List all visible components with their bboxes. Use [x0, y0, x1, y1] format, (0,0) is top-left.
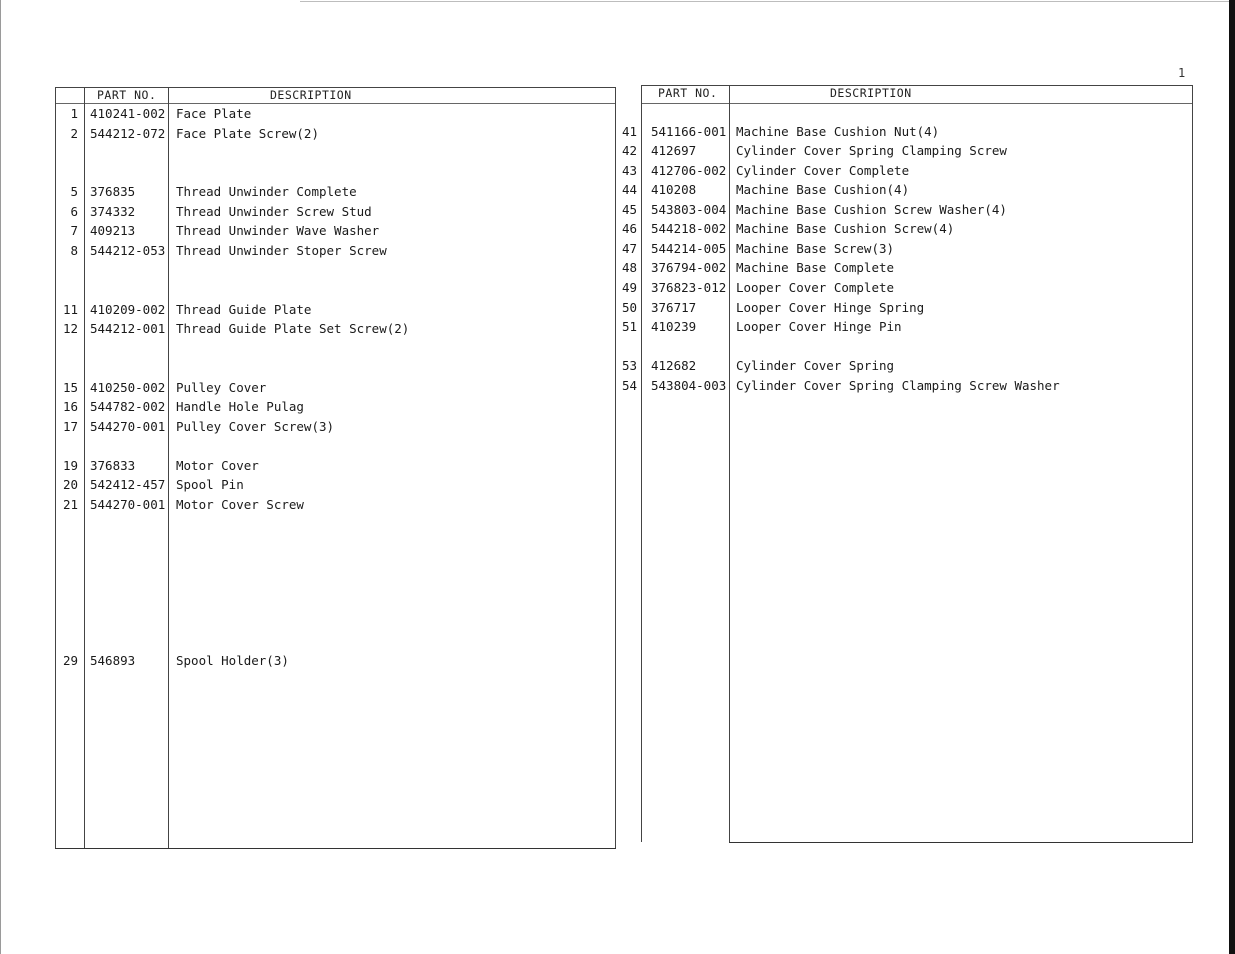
part-description: Motor Cover Screw [176, 497, 304, 512]
item-number: 15 [62, 379, 78, 395]
page-number: 1 [1178, 66, 1186, 80]
part-description: Spool Holder(3) [176, 653, 289, 669]
part-description: Cylinder Cover Spring Clamping Screw Washer [736, 377, 1060, 393]
part-description: Machine Base Screw(3) [736, 240, 895, 256]
part-number: 542412-457 [90, 477, 166, 493]
item-number: 5 [70, 184, 78, 200]
part-number: 412706-002 [651, 162, 727, 178]
part-number: 544270-001 [90, 497, 166, 512]
part-description: Thread Unwinder Wave Washer [176, 223, 380, 239]
part-description: Thread Unwinder Complete [176, 184, 357, 200]
right-header-description: DESCRIPTION [830, 86, 912, 100]
part-description: Looper Cover Complete [736, 279, 895, 295]
table-row [0, 221, 1235, 240]
table-row [0, 106, 1235, 125]
item-number: 7 [70, 223, 78, 239]
part-description: Spool Pin [176, 477, 244, 493]
item-number: 41 [621, 123, 637, 139]
part-description: Thread Unwinder Screw Stud [176, 203, 372, 219]
part-description: Motor Cover [176, 457, 259, 473]
table-row [0, 241, 1235, 260]
part-number: 410208 [651, 182, 697, 198]
table-row [0, 419, 1235, 438]
part-description: Looper Cover Hinge Spring [736, 299, 925, 315]
part-description: Face Plate Screw(2) [176, 125, 319, 141]
part-description: Pulley Cover [176, 379, 267, 395]
part-description: Cylinder Cover Spring Clamping Screw [736, 143, 1007, 159]
item-number: 21 [62, 497, 78, 512]
left-header-description: DESCRIPTION [270, 88, 352, 102]
part-number: 376833 [90, 457, 136, 473]
part-number: 412682 [651, 358, 697, 374]
table-row [0, 143, 1235, 162]
item-number: 20 [62, 477, 78, 493]
part-number: 544212-001 [90, 321, 166, 337]
part-number: 376823-012 [651, 279, 727, 295]
item-number: 17 [62, 418, 78, 434]
part-number: 412697 [651, 143, 697, 159]
part-number: 376717 [651, 299, 697, 315]
table-row [0, 280, 1235, 299]
table-row [0, 182, 1235, 201]
table-row [0, 497, 1235, 516]
item-number: 50 [621, 299, 637, 315]
table-row [0, 260, 1235, 279]
part-description: Machine Base Cushion Screw(4) [736, 221, 955, 237]
part-description: Looper Cover Hinge Pin [736, 319, 902, 335]
part-number: 546893 [90, 653, 136, 669]
part-description: Thread Unwinder Stoper Screw [176, 242, 387, 258]
item-number: 46 [621, 221, 637, 237]
part-number: 541166-001 [651, 123, 727, 139]
table-row [0, 458, 1235, 477]
right-header-part-no: PART NO. [658, 86, 718, 100]
page-top-edge [300, 1, 1229, 2]
part-description: Face Plate [176, 106, 252, 121]
part-number: 544218-002 [651, 221, 727, 237]
part-description: Machine Base Cushion Nut(4) [736, 123, 940, 139]
part-number: 544212-072 [90, 125, 166, 141]
part-number: 410239 [651, 319, 697, 335]
table-row [0, 358, 1235, 377]
part-description: Thread Guide Plate [176, 301, 312, 317]
item-number: 8 [70, 242, 78, 258]
table-row [0, 399, 1235, 418]
table-row [0, 653, 1235, 672]
table-row [0, 163, 1235, 182]
item-number: 6 [70, 203, 78, 219]
item-number: 45 [621, 201, 637, 217]
part-number: 409213 [90, 223, 136, 239]
item-number: 1 [70, 106, 78, 121]
table-row [0, 300, 1235, 319]
item-number: 43 [621, 162, 637, 178]
part-number: 410209-002 [90, 301, 166, 317]
table-row [0, 319, 1235, 338]
part-number: 544212-053 [90, 242, 166, 258]
item-number: 16 [62, 399, 78, 415]
item-number: 48 [621, 260, 637, 276]
item-number: 49 [621, 279, 637, 295]
part-description: Pulley Cover Screw(3) [176, 418, 335, 434]
part-description: Thread Guide Plate Set Screw(2) [176, 321, 410, 337]
part-number: 376835 [90, 184, 136, 200]
left-header-part-no: PART NO. [97, 88, 157, 102]
part-number: 543803-004 [651, 201, 727, 217]
item-number: 12 [62, 321, 78, 337]
item-number: 53 [621, 358, 637, 374]
item-number: 11 [62, 301, 78, 317]
item-number: 54 [621, 377, 637, 393]
part-description: Cylinder Cover Spring [736, 358, 895, 374]
table-row [0, 202, 1235, 221]
table-row [0, 124, 1235, 143]
part-number: 376794-002 [651, 260, 727, 276]
part-number: 410241-002 [90, 106, 166, 121]
item-number: 42 [621, 143, 637, 159]
table-row [0, 378, 1235, 397]
part-description: Machine Base Cushion Screw Washer(4) [736, 201, 1007, 217]
item-number: 2 [70, 125, 78, 141]
part-description: Machine Base Complete [736, 260, 895, 276]
item-number: 19 [62, 457, 78, 473]
part-number: 543804-003 [651, 377, 727, 393]
part-number: 544270-001 [90, 418, 166, 434]
item-number: 51 [621, 319, 637, 335]
part-description: Machine Base Cushion(4) [736, 182, 910, 198]
table-row [0, 477, 1235, 496]
part-description: Cylinder Cover Complete [736, 162, 910, 178]
part-number: 544214-005 [651, 240, 727, 256]
part-number: 544782-002 [90, 399, 166, 415]
part-number: 374332 [90, 203, 136, 219]
part-description: Handle Hole Pulag [176, 399, 304, 415]
part-number: 410250-002 [90, 379, 166, 395]
item-number: 44 [621, 182, 637, 198]
item-number: 47 [621, 240, 637, 256]
item-number: 29 [62, 653, 78, 669]
